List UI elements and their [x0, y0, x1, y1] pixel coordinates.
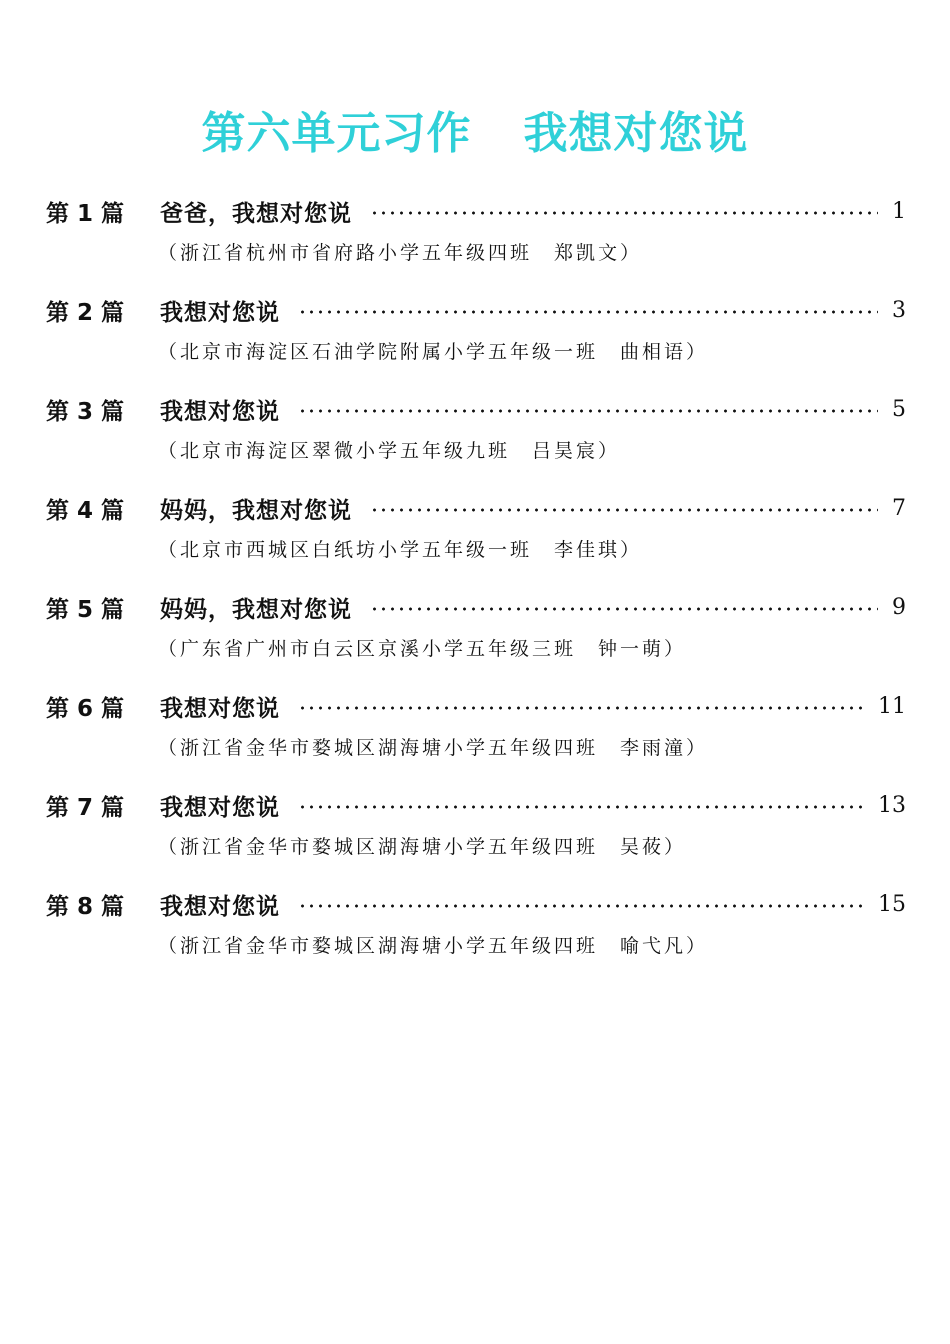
entry-author: （浙江省金华市婺城区湖海塘小学五年级四班 喻弋凡）	[158, 935, 709, 957]
dot-leader	[298, 805, 864, 809]
toc-entry-heading	[46, 485, 906, 531]
entry-number: 第 5 篇	[46, 596, 125, 623]
entry-author: （北京市海淀区石油学院附属小学五年级一班 曲相语）	[158, 341, 709, 363]
entry-page-number: 13	[878, 792, 906, 818]
entry-author: （广东省广州市白云区京溪小学五年级三班 钟一萌）	[158, 638, 687, 660]
entry-title: 我想对您说	[160, 794, 280, 821]
entry-page-number: 15	[878, 891, 906, 917]
dot-leader	[370, 211, 878, 215]
entry-page-number: 5	[892, 396, 906, 422]
entry-page-number: 9	[892, 594, 906, 620]
entry-page-number: 11	[878, 693, 906, 719]
toc-entry-heading	[46, 584, 906, 630]
dot-leader	[298, 904, 864, 908]
entry-title: 我想对您说	[160, 299, 280, 326]
toc-entry-6[interactable]	[46, 683, 906, 782]
entry-title: 我想对您说	[160, 695, 280, 722]
entry-title: 妈妈，我想对您说	[160, 596, 352, 623]
toc-entry-heading	[46, 881, 906, 927]
toc-entry-2[interactable]	[46, 287, 906, 386]
entry-title: 我想对您说	[160, 398, 280, 425]
toc-entry-heading	[46, 188, 906, 234]
entry-number: 第 8 篇	[46, 893, 125, 920]
entry-author: （北京市海淀区翠微小学五年级九班 吕昊宸）	[158, 440, 621, 462]
toc-entry-heading	[46, 386, 906, 432]
title-unit: 第六单元习作	[201, 108, 472, 159]
dot-leader	[370, 607, 878, 611]
dot-leader	[298, 310, 878, 314]
entry-number: 第 7 篇	[46, 794, 125, 821]
dot-leader	[298, 409, 878, 413]
entry-number: 第 1 篇	[46, 200, 125, 227]
entry-author: （浙江省金华市婺城区湖海塘小学五年级四班 李雨潼）	[158, 737, 709, 759]
entry-page-number: 7	[892, 495, 906, 521]
entry-number: 第 4 篇	[46, 497, 125, 524]
entry-number: 第 6 篇	[46, 695, 125, 722]
toc-entry-4[interactable]	[46, 485, 906, 584]
entry-number: 第 2 篇	[46, 299, 125, 326]
toc-entry-5[interactable]	[46, 584, 906, 683]
entry-number: 第 3 篇	[46, 398, 125, 425]
toc-entry-7[interactable]	[46, 782, 906, 881]
entry-page-number: 1	[892, 198, 906, 224]
entry-page-number: 3	[892, 297, 906, 323]
entry-author: （浙江省杭州市省府路小学五年级四班 郑凯文）	[158, 242, 643, 264]
toc-entry-heading	[46, 782, 906, 828]
entry-title: 我想对您说	[160, 893, 280, 920]
entry-title: 爸爸，我想对您说	[160, 200, 352, 227]
toc-entry-heading	[46, 287, 906, 333]
toc-entry-3[interactable]	[46, 386, 906, 485]
toc-entry-8[interactable]	[46, 881, 906, 980]
page-title	[0, 104, 950, 164]
toc-entry-1[interactable]	[46, 188, 906, 287]
entry-author: （北京市西城区白纸坊小学五年级一班 李佳琪）	[158, 539, 643, 561]
toc-entry-heading	[46, 683, 906, 729]
entry-author: （浙江省金华市婺城区湖海塘小学五年级四班 吴莜）	[158, 836, 687, 858]
table-of-contents	[46, 188, 906, 980]
dot-leader	[298, 706, 864, 710]
title-topic: 我想对您说	[523, 108, 749, 159]
dot-leader	[370, 508, 878, 512]
entry-title: 妈妈，我想对您说	[160, 497, 352, 524]
